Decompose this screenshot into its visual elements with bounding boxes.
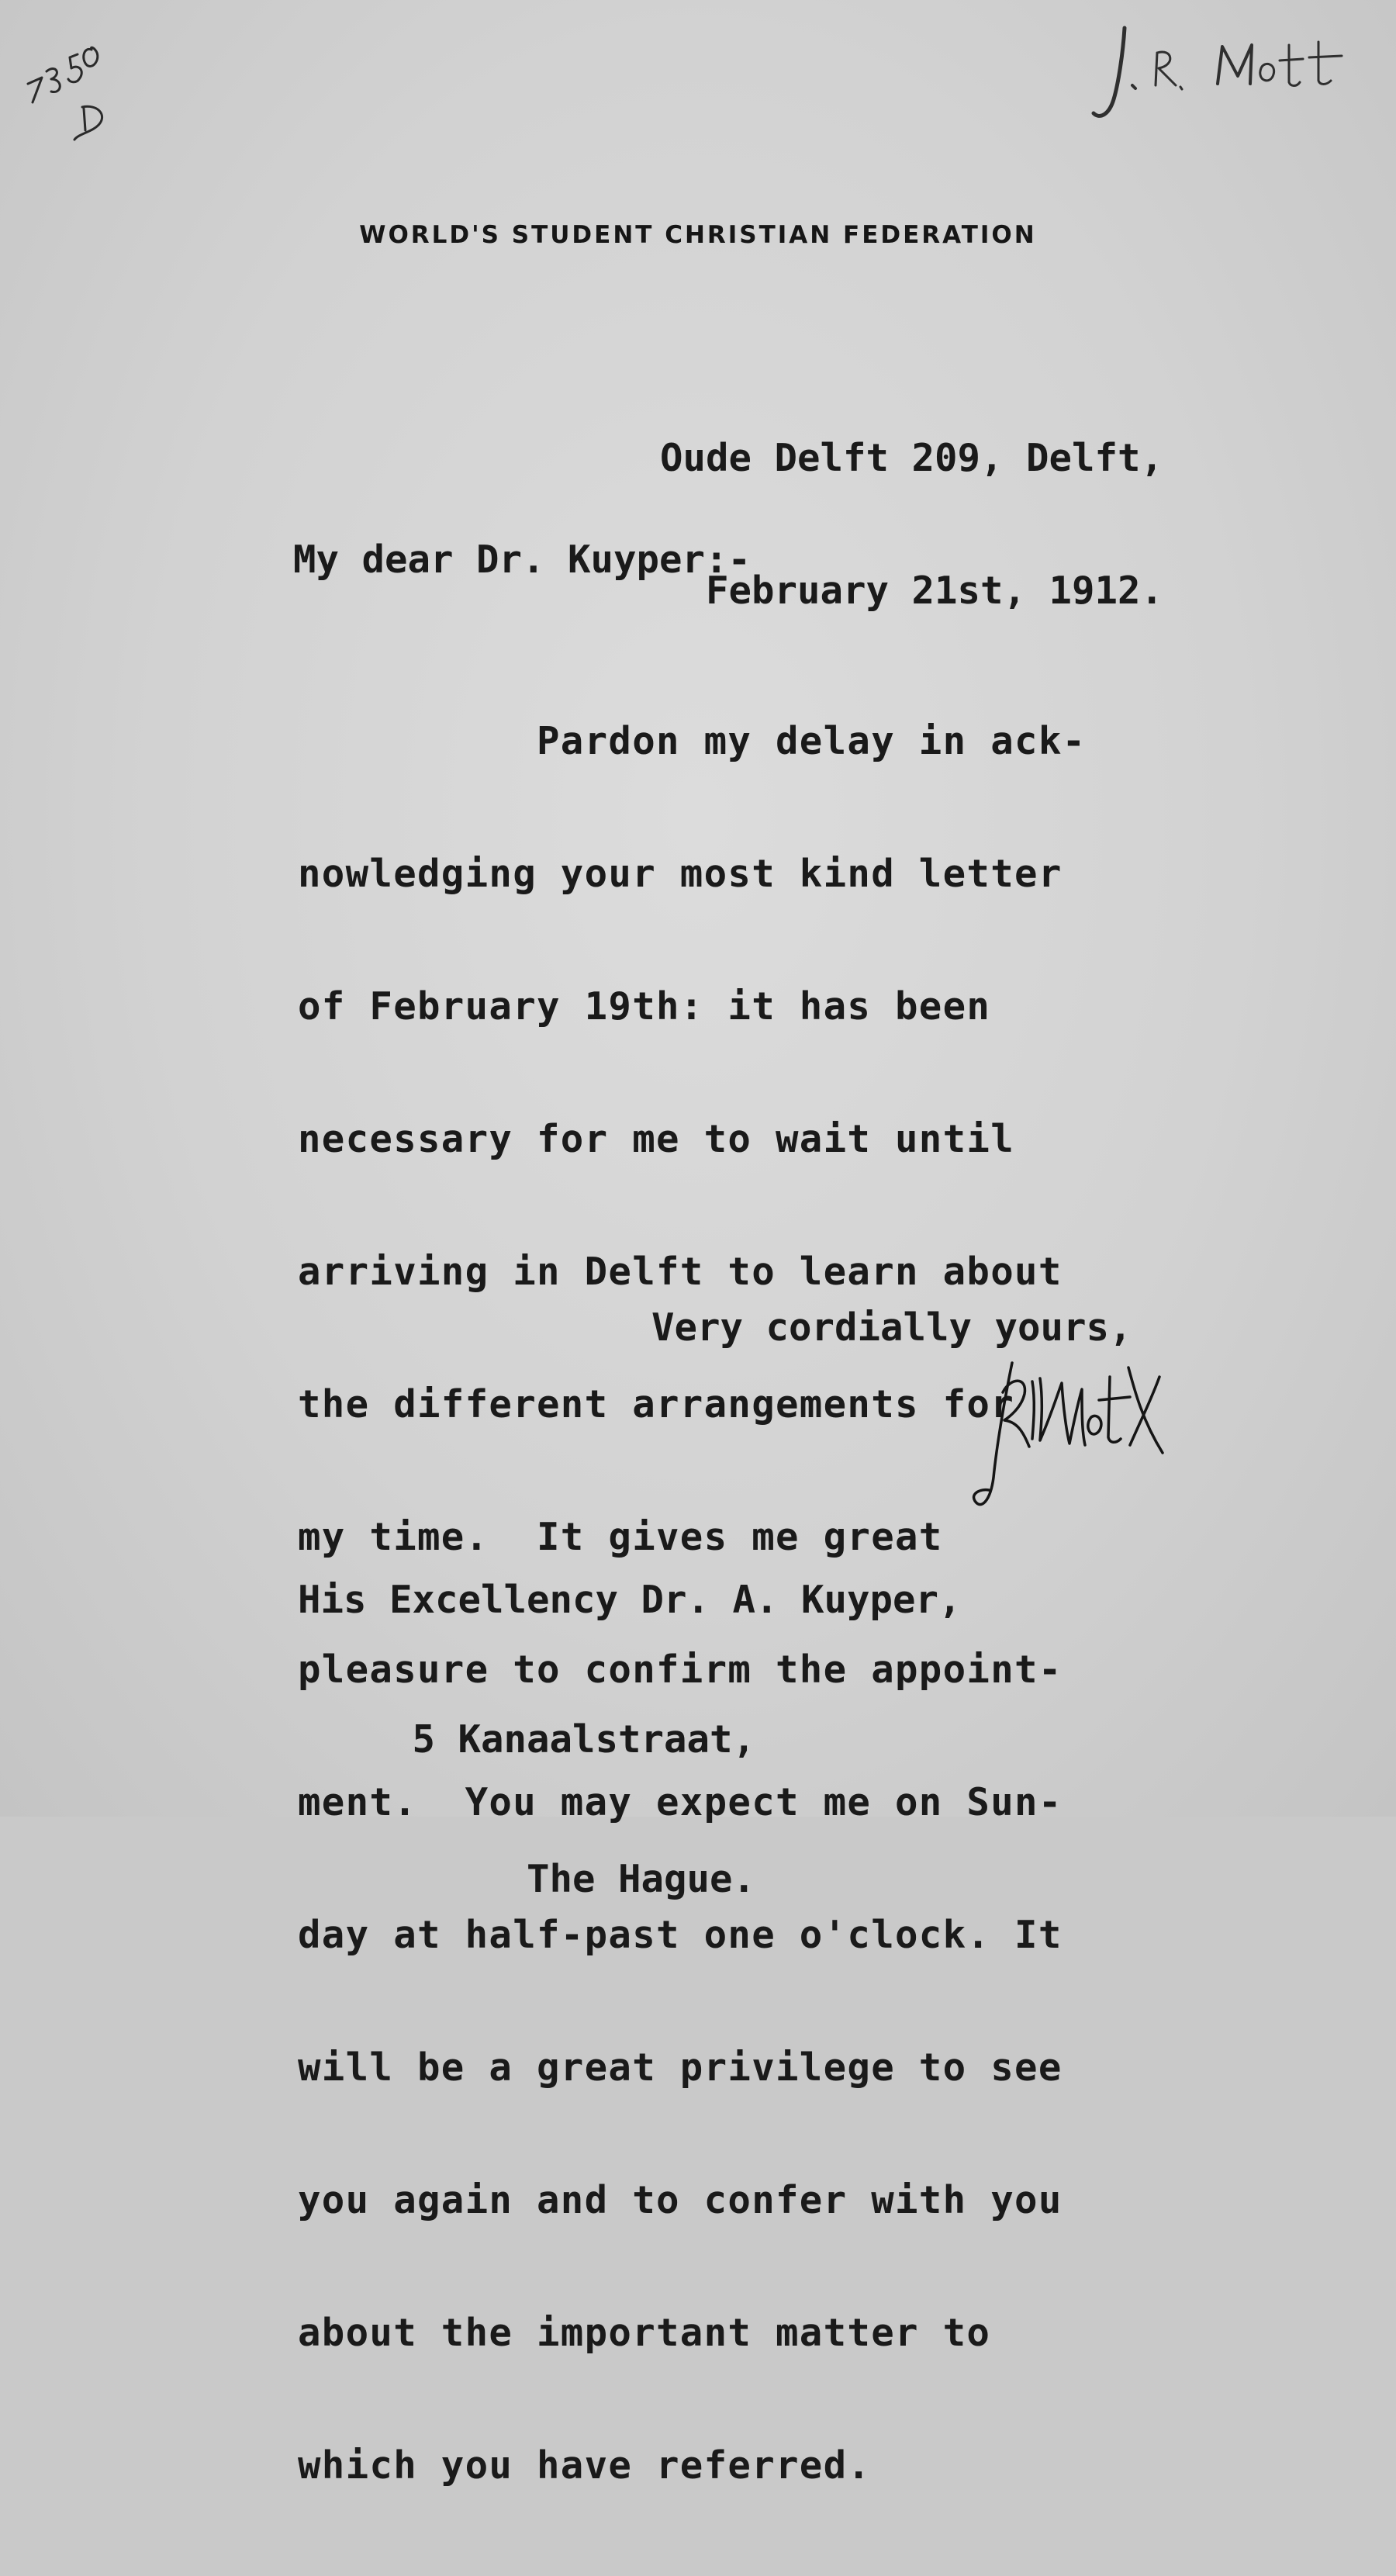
body-line: my time. It gives me great	[298, 1515, 943, 1559]
recipient-name: His Excellency Dr. A. Kuyper,	[298, 1578, 962, 1622]
author-name-handwritten-note	[1086, 14, 1380, 130]
archive-number-handwritten-note	[22, 23, 138, 140]
handwritten-signature	[966, 1346, 1229, 1524]
letterhead-title: WORLD'S STUDENT CHRISTIAN FEDERATION	[359, 221, 1037, 249]
body-line: about the important matter to	[298, 2311, 991, 2355]
body-line: day at half-past one o'clock. It	[298, 1913, 1063, 1957]
archive-number-drawing	[22, 23, 138, 140]
body-line: will be a great privilege to see	[298, 2045, 1063, 2090]
closing-phrase: Very cordially yours,	[651, 1305, 1132, 1350]
body-line: which you have referred.	[298, 2443, 872, 2488]
recipient-address-block	[298, 1484, 962, 1996]
body-line: necessary for me to wait until	[298, 1117, 1015, 1161]
recipient-street: 5 Kanaalstraat,	[298, 1717, 756, 1762]
body-line: of February 19th: it has been	[298, 984, 991, 1029]
body-line: you again and to confer with you	[298, 2178, 1063, 2222]
body-line: pleasure to confirm the appoint-	[298, 1648, 1063, 1692]
body-line: Pardon my delay in ack-	[298, 719, 1087, 763]
body-line: ment. You may expect me on Sun-	[298, 1780, 1063, 1824]
signature-drawing	[966, 1346, 1229, 1524]
recipient-city: The Hague.	[298, 1857, 756, 1901]
author-name-drawing	[1086, 14, 1380, 130]
letter-date: February 21st, 1912.	[705, 569, 1163, 613]
body-line: the different arrangements for	[298, 1382, 1015, 1426]
body-line: nowledging your most kind letter	[298, 852, 1063, 896]
salutation: My dear Dr. Kuyper:-	[293, 538, 752, 582]
body-line: arriving in Delft to learn about	[298, 1250, 1063, 1294]
sender-street-address: Oude Delft 209, Delft,	[659, 436, 1163, 480]
